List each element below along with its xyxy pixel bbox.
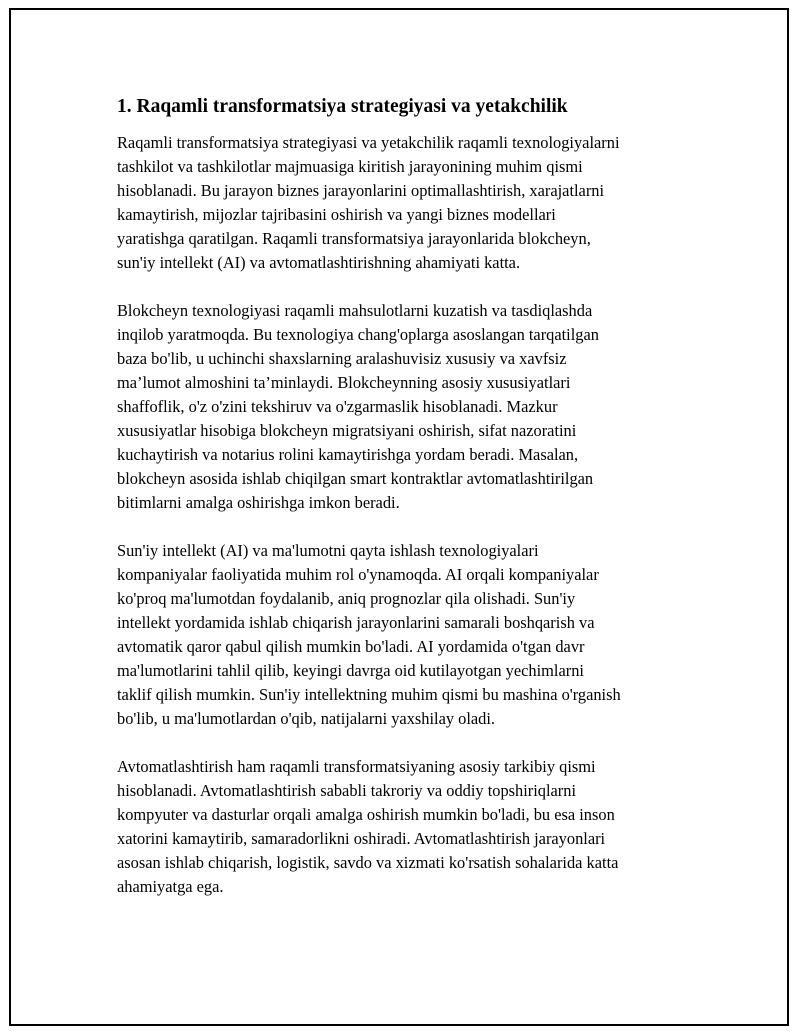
paragraph-line: hisoblanadi. Bu jarayon biznes jarayonlarini optimallashtirish, xarajatlarni — [117, 181, 605, 200]
paragraph-line: Avtomatlashtirish ham raqamli transformatsiyaning asosiy tarkibiy qismi — [117, 757, 596, 776]
paragraph-line: Raqamli transformatsiya strategiyasi va yetakchilik raqamli texnologiyalarni — [117, 133, 620, 152]
paragraph-line: ma'lumotlarini tahlil qilib, keyingi davrga oid kutilayotgan yechimlarni — [117, 661, 584, 680]
paragraph-line: taklif qilish mumkin. Sun'iy intellektning muhim qismi bu mashina o'rganish — [117, 685, 621, 704]
paragraph-line: tashkilot va tashkilotlar majmuasiga kiritish jarayonining muhim qismi — [117, 157, 583, 176]
paragraph-line: kamaytirish, mijozlar tajribasini oshirish va yangi biznes modellari — [117, 205, 556, 224]
paragraph-line: blokcheyn asosida ishlab chiqilgan smart kontraktlar avtomatlashtirilgan — [117, 469, 594, 488]
paragraph-line: ma’lumot almoshini ta’minlaydi. Blokcheynning asosiy xususiyatlari — [117, 373, 571, 392]
paragraph-line: hisoblanadi. Avtomatlashtirish sababli takroriy va oddiy topshiriqlarni — [117, 781, 577, 800]
paragraph-line: ko'proq ma'lumotdan foydalanib, aniq prognozlar qila olishadi. Sun'iy — [117, 589, 576, 608]
paragraph-line: Blokcheyn texnologiyasi raqamli mahsulotlarni kuzatish va tasdiqlashda — [117, 301, 593, 320]
paragraph-line: inqilob yaratmoqda. Bu texnologiya chang'oplarga asoslangan tarqatilgan — [117, 325, 599, 344]
paragraph-line: xususiyatlar hisobiga blokcheyn migratsiyani oshirish, sifat nazoratini — [117, 421, 577, 440]
paragraph-line: intellekt yordamida ishlab chiqarish jarayonlarini samarali boshqarish va — [117, 613, 595, 632]
paragraph-line: bo'lib, u ma'lumotlardan o'qib, natijalarni yaxshilay oladi. — [117, 709, 496, 728]
paragraph-line: shaffoflik, o'z o'zini tekshiruv va o'zgarmaslik hisoblanadi. Mazkur — [117, 397, 558, 416]
document-body — [117, 95, 697, 923]
paragraph — [117, 299, 697, 515]
paragraph-line: avtomatik qaror qabul qilish mumkin bo'ladi. AI yordamida o'tgan davr — [117, 637, 585, 656]
section-title: 1. Raqamli transformatsiya strategiyasi va yetakchilik — [117, 96, 568, 117]
paragraph — [117, 539, 697, 731]
paragraph-line: yaratishga qaratilgan. Raqamli transformatsiya jarayonlarida blokcheyn, — [117, 229, 591, 248]
paragraph-line: sun'iy intellekt (AI) va avtomatlashtirishning ahamiyati katta. — [117, 253, 521, 272]
paragraph-line: kompaniyalar faoliyatida muhim rol o'ynamoqda. AI orqali kompaniyalar — [117, 565, 599, 584]
paragraph-line: Sun'iy intellekt (AI) va ma'lumotni qayta ishlash texnologiyalari — [117, 541, 539, 560]
paragraph — [117, 131, 697, 275]
paragraph-line: kuchaytirish va notarius rolini kamaytirishga yordam beradi. Masalan, — [117, 445, 579, 464]
paragraph-line: xatorini kamaytirib, samaradorlikni oshiradi. Avtomatlashtirish jarayonlari — [117, 829, 606, 848]
paragraph-line: baza bo'lib, u uchinchi shaxslarning aralashuvisiz xususiy va xavfsiz — [117, 349, 567, 368]
paragraph-line: bitimlarni amalga oshirishga imkon beradi. — [117, 493, 400, 512]
paragraph-line: kompyuter va dasturlar orqali amalga oshirish mumkin bo'ladi, bu esa inson — [117, 805, 615, 824]
paragraph — [117, 755, 697, 899]
paragraph-line: asosan ishlab chiqarish, logistik, savdo va xizmati ko'rsatish sohalarida katta — [117, 853, 619, 872]
paragraph-line: ahamiyatga ega. — [117, 877, 224, 896]
paragraph-list — [117, 131, 697, 899]
